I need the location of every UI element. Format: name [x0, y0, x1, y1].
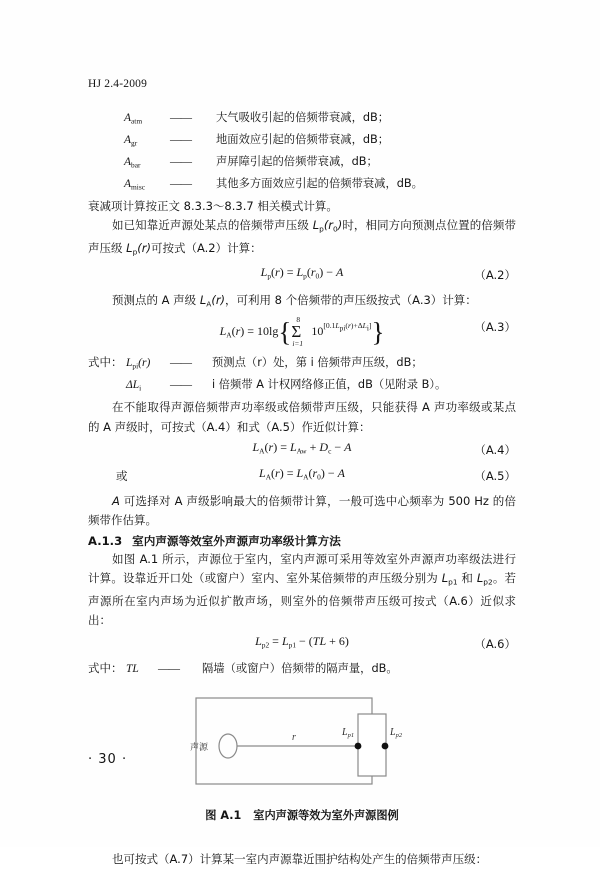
definition-text: 其他多方面效应引起的倍频带衰减，dB。 [216, 177, 423, 190]
section-number: A.1.3 [88, 533, 123, 548]
or-label: 或 [116, 468, 128, 483]
where-row-tl [88, 660, 516, 676]
equation-a3-line [88, 317, 516, 351]
equation-a6-number: （A.6） [474, 636, 516, 651]
a-level-text-2: ，可利用 8 个倍频带的声压级按式（A.3）计算： [225, 293, 477, 308]
known-level-text-1: 如已知靠近声源处某点的倍频带声压级 [112, 218, 313, 233]
figure-a1-diagram [182, 690, 422, 800]
definition-row [88, 109, 516, 126]
definition-text: 地面效应引起的倍频带衰减，dB； [216, 133, 390, 146]
indoor-text-1: 如图 A.1 所示，声源位于室内，室内声源可采用等效室外声源声功率级法进行计算。设靠近开口处（或窗户）室内、室外某倍频带的声压级分别为 [88, 551, 516, 586]
equation-a2-number: （A.2） [474, 268, 516, 283]
equation-a5-line [88, 466, 516, 489]
inline-math-lp-r0: $L_p(r_0)$ [312, 218, 343, 234]
equation-a6: $L_{p2} = L_{p1} - (TL + 6)$ [255, 633, 349, 650]
closing-paragraph: 也可按式（A.7）计算某一室内声源靠近围护结构处产生的倍频带声压级： [112, 851, 488, 866]
source-label: 声源 [190, 742, 209, 753]
known-level-text-3: 可按式（A.2）计算： [150, 241, 262, 256]
where-row-lpi [88, 354, 516, 371]
equation-a4: $L_A(r) = L_{Aw} + D_c - A$ [252, 439, 352, 456]
figure-caption [88, 807, 516, 823]
definition-symbol: $A_{gr}$ [124, 134, 138, 148]
definition-symbol: $A_{bar}$ [124, 156, 141, 170]
definition-dash: —— [170, 156, 191, 168]
section-heading [88, 533, 516, 549]
equation-a6-line [88, 634, 516, 657]
where-text-tl: 隔墙（或窗户）倍频带的隔声量，dB。 [202, 661, 398, 675]
equation-a2: $L_p(r) = L_p(r_0) - A$ [260, 265, 344, 281]
definition-symbol: $A_{misc}$ [124, 178, 145, 192]
equation-a5: $L_A(r) = L_A(r_0) - A$ [259, 465, 345, 482]
definition-row [88, 153, 516, 170]
where-dash: —— [170, 357, 191, 370]
definition-dash: —— [170, 112, 191, 124]
definition-dash: —— [170, 178, 191, 190]
where-label: 式中： [88, 660, 123, 675]
indoor-text-3: 。若声源所在室内声场为近似扩散声场，则室外的倍频带声压级可按式（A.6）近似求出： [88, 571, 517, 628]
equation-a3: $L_A(r) = 10\lg${ 8 Σ i=1 10[0.1Lpi(r)+ΔLi]} [219, 315, 385, 349]
figure-a1 [88, 690, 516, 836]
section-title: 室内声源等效室外声源声功率级计算方法 [132, 533, 341, 548]
definition-text: 大气吸收引起的倍频带衰减，dB； [216, 111, 390, 124]
definition-dash: —— [170, 134, 191, 146]
a-select-paragraph [88, 492, 516, 531]
point-lp2-marker [382, 742, 389, 749]
indoor-text-2: 和 [457, 571, 477, 586]
page-content [88, 78, 516, 869]
definition-symbol: $A_{atm}$ [124, 112, 143, 126]
summation-symbol: 8 Σ i=1 [291, 315, 304, 349]
point-lp1-marker [355, 742, 362, 749]
a-select-text: 可选择对 A 声级影响最大的倍频带计算，一般可选中心频率为 500 Hz 的倍频带作估算。 [88, 493, 516, 528]
attenuation-note: 衰减项计算按正文 8.3.3～8.3.7 相关模式计算。 [88, 199, 338, 213]
point-lp2-label: $L_{p2}$ [390, 726, 403, 739]
a-level-paragraph [88, 291, 516, 314]
figure-caption-number: 图 A.1 [205, 808, 242, 822]
definition-row [88, 131, 516, 148]
indoor-source-paragraph [88, 550, 516, 631]
inline-math-lp2: $L_{p2}$ [476, 571, 493, 587]
equation-a2-line [88, 265, 516, 288]
room-rectangle [196, 698, 372, 784]
document-header: HJ 2.4-2009 [88, 78, 148, 90]
definition-row [88, 175, 516, 192]
inline-math-lp1: $L_{p1}$ [441, 571, 458, 587]
inline-math-la-r: $L_A(r)$ [199, 293, 226, 309]
equation-a4-line [88, 440, 516, 463]
where-dash: —— [158, 662, 179, 675]
where-symbol-lpi: $L_{pi}(r)$ [126, 357, 151, 371]
where-row-delta [88, 376, 516, 393]
known-level-paragraph [88, 216, 516, 262]
approx-paragraph: 在不能取得声源倍频带声功率级或倍频带声压级，只能获得 A 声功率级或某点的 A 声级时，可按式（A.4）和式（A.5）作近似计算： [88, 400, 516, 434]
a-level-text-1: 预测点的 A 声级 [112, 293, 200, 308]
distance-label: r [292, 731, 296, 743]
where-symbol-tl: TL [126, 662, 139, 675]
inline-math-a: A [112, 493, 120, 508]
where-label: 式中： [88, 355, 123, 370]
figure-caption-title: 室内声源等效为室外声源图例 [253, 808, 399, 822]
equation-a3-number: （A.3） [474, 320, 516, 335]
definition-text: 声屏障引起的倍频带衰减，dB； [216, 155, 378, 168]
page-number: · 30 · [88, 752, 128, 767]
where-text-lpi: 预测点（r）处，第 i 倍频带声压级，dB； [212, 356, 423, 370]
known-level-text-2: 时，相同方向预测点位置的倍频带声压级 [88, 218, 517, 256]
where-symbol-delta: $\Delta L_i$ [126, 379, 142, 393]
point-lp1-label: $L_{p1}$ [342, 726, 355, 739]
sound-source-ellipse [219, 734, 237, 758]
where-dash: —— [170, 379, 191, 392]
equation-a5-number: （A.5） [474, 468, 516, 483]
where-text-delta: i 倍频带 A 计权网络修正值，dB（见附录 B）。 [212, 378, 447, 392]
inline-math-lp-r: $L_p(r)$ [126, 241, 151, 257]
equation-a4-number: （A.4） [474, 442, 516, 457]
